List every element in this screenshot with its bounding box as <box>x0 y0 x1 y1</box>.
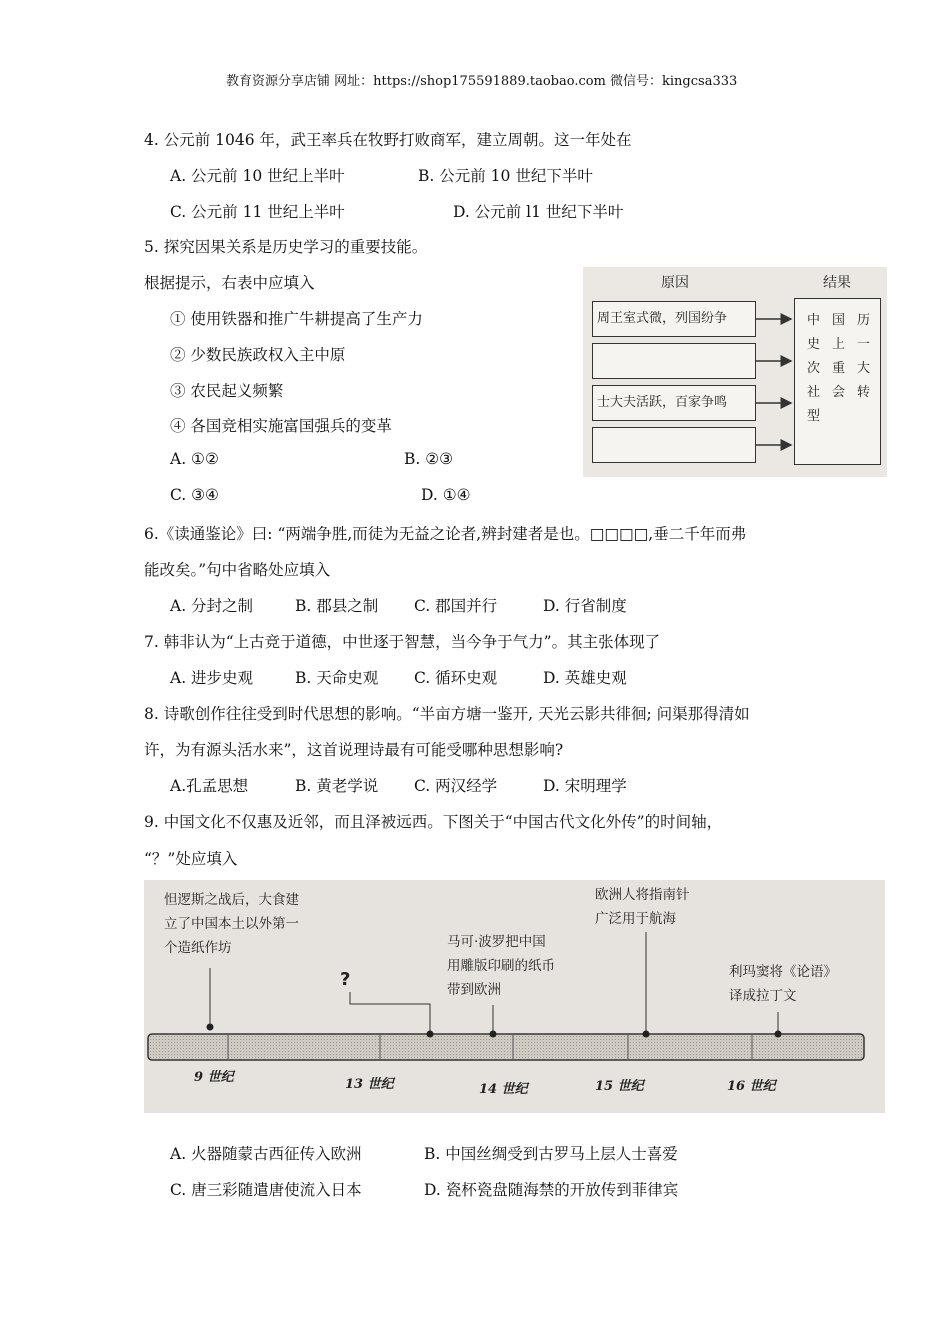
q7-option-a: A. 进步史观 <box>170 669 254 687</box>
q9-stem-2: “？”处应填入 <box>144 850 238 868</box>
cause-box-3: 士大夫活跃，百家争鸣 <box>592 385 756 421</box>
page-header: 教育资源分享店铺 网址：https://shop175591889.taobao.com 微信号：kingcsa333 <box>226 74 738 89</box>
q8-stem-2: 许，为有源头活水来”，这首说理诗最有可能受哪种思想影响? <box>144 741 564 759</box>
q4-option-d: D. 公元前 l1 世纪下半叶 <box>453 203 624 221</box>
result-char: 史 <box>807 337 821 352</box>
result-char: 国 <box>832 313 846 328</box>
q9-option-a: A. 火器随蒙古西征传入欧洲 <box>170 1145 362 1163</box>
timeline-bar <box>148 1034 864 1060</box>
result-char: 转 <box>857 385 871 400</box>
q4-option-c: C. 公元前 11 世纪上半叶 <box>170 203 345 221</box>
result-char: 次 <box>807 361 821 376</box>
q6-stem-2: 能改矣。”句中省略处应填入 <box>144 561 331 579</box>
q5-option-d: D. ①④ <box>421 486 471 504</box>
q6-option-c: C. 郡国并行 <box>414 597 498 615</box>
q5-item-4: ④ 各国竞相实施富国强兵的变革 <box>170 417 392 435</box>
result-char: 重 <box>832 361 846 376</box>
event-2-line: 用雕版印刷的纸币 <box>447 958 555 974</box>
q7-option-d: D. 英雄史观 <box>543 669 627 687</box>
timeline-figure <box>144 880 885 1113</box>
q4-option-b: B. 公元前 10 世纪下半叶 <box>418 167 593 185</box>
question-mark: ? <box>340 969 351 990</box>
q5-option-c: C. ③④ <box>170 486 219 504</box>
q9-option-b: B. 中国丝绸受到古罗马上层人士喜爱 <box>424 1145 678 1163</box>
q8-option-d: D. 宋明理学 <box>543 777 627 795</box>
q9-stem: 9. 中国文化不仅惠及近邻，而且泽被远西。下图关于“中国古代文化外传”的时间轴， <box>144 813 723 831</box>
result-box <box>794 298 881 465</box>
q8-option-c: C. 两汉经学 <box>414 777 498 795</box>
event-2-line: 带到欧洲 <box>447 982 501 998</box>
century-label: 15 世纪 <box>595 1079 644 1094</box>
q5-option-b: B. ②③ <box>404 450 454 468</box>
result-char: 上 <box>832 337 846 352</box>
q5-option-a: A. ①② <box>170 450 219 468</box>
q5-item-2: ② 少数民族政权入主中原 <box>170 346 346 364</box>
event-2-line: 马可·波罗把中国 <box>447 934 546 950</box>
event-3-line: 欧洲人将指南针 <box>595 887 690 903</box>
century-label: 13 世纪 <box>345 1077 394 1092</box>
result-char: 大 <box>857 361 871 376</box>
marker-question <box>427 1031 434 1038</box>
marker-event-4 <box>775 1031 782 1038</box>
result-char: 一 <box>857 337 871 352</box>
q5-item-3: ③ 农民起义频繁 <box>170 382 284 400</box>
q9-option-c: C. 唐三彩随遣唐使流入日本 <box>170 1181 362 1199</box>
q7-option-c: C. 循环史观 <box>414 669 498 687</box>
marker-event-2 <box>490 1031 497 1038</box>
q4-stem: 4. 公元前 1046 年，武王率兵在牧野打败商军，建立周朝。这一年处在 <box>144 131 632 149</box>
q6-stem: 6.《读通鉴论》曰: “两端争胜,而徒为无益之论者,辨封建者是也。□□□□,垂二千年而弗 <box>144 525 747 543</box>
marker-event-1 <box>207 1024 214 1031</box>
century-label: 14 世纪 <box>479 1082 528 1097</box>
q5-stem-2: 根据提示，右表中应填入 <box>144 274 315 292</box>
event-1-line: 怛逻斯之战后，大食建 <box>164 892 299 908</box>
event-1-line: 个造纸作坊 <box>164 940 232 956</box>
result-char: 中 <box>807 313 821 328</box>
century-label: 16 世纪 <box>727 1079 776 1094</box>
event-4-line: 译成拉丁文 <box>729 988 797 1004</box>
q6-option-b: B. 郡县之制 <box>295 597 379 615</box>
q9-option-d: D. 瓷杯瓷盘随海禁的开放传到菲律宾 <box>424 1181 679 1199</box>
q8-option-b: B. 黄老学说 <box>295 777 379 795</box>
result-char: 会 <box>832 385 846 400</box>
cause-effect-table <box>583 267 887 477</box>
pointer-question <box>350 992 430 1033</box>
q7-option-b: B. 天命史观 <box>295 669 379 687</box>
q5-item-1: ① 使用铁器和推广牛耕提高了生产力 <box>170 310 423 328</box>
q8-stem: 8. 诗歌创作往往受到时代思想的影响。“半亩方塘一鉴开, 天光云影共徘徊; 问渠那得清如 <box>144 705 750 723</box>
result-char: 社 <box>807 385 821 400</box>
result-char: 型 <box>807 409 821 424</box>
q6-option-a: A. 分封之制 <box>170 597 254 615</box>
q6-option-d: D. 行省制度 <box>543 597 627 615</box>
marker-event-3 <box>643 1031 650 1038</box>
event-3-line: 广泛用于航海 <box>595 911 676 927</box>
century-label: 9 世纪 <box>194 1070 234 1085</box>
result-char: 历 <box>857 313 871 328</box>
q5-stem: 5. 探究因果关系是历史学习的重要技能。 <box>144 238 428 256</box>
cause-box-1: 周王室式微，列国纷争 <box>592 301 756 337</box>
q8-option-a: A.孔孟思想 <box>170 777 249 795</box>
cause-header: 原因 <box>661 275 689 291</box>
event-4-line: 利玛窦将《论语》 <box>729 964 837 980</box>
q4-option-a: A. 公元前 10 世纪上半叶 <box>170 167 345 185</box>
event-1-line: 立了中国本土以外第一 <box>164 916 299 932</box>
result-header: 结果 <box>823 275 851 291</box>
q7-stem: 7. 韩非认为“上古竞于道德，中世逐于智慧，当今争于气力”。其主张体现了 <box>144 633 661 651</box>
